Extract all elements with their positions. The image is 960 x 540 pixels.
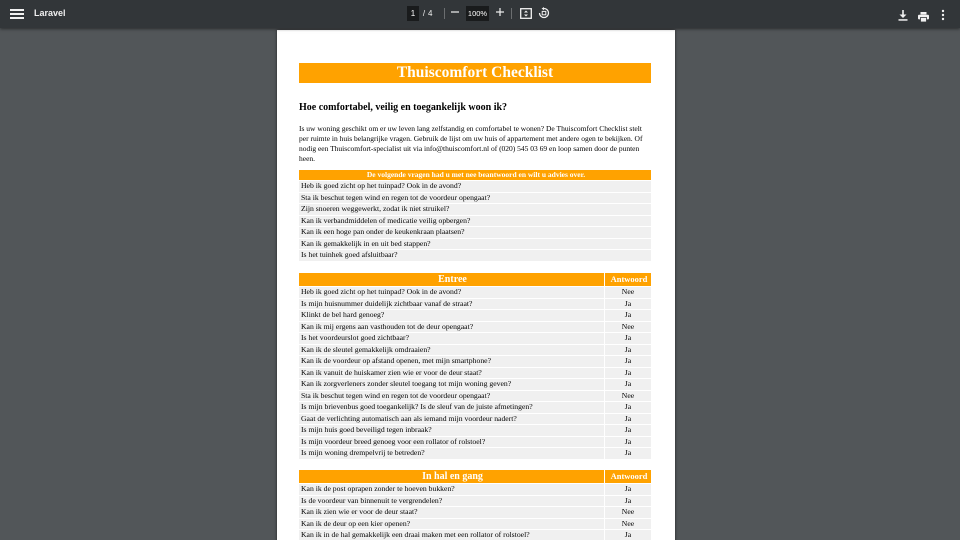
question-cell: Kan ik de voordeur op afstand openen, met mijn smartphone? (299, 356, 604, 367)
pdf-page (277, 30, 675, 540)
table-row (299, 216, 651, 227)
question-cell: Heb ik goed zicht op het tuinpad? Ook in de avond? (299, 181, 651, 192)
table-row (299, 356, 651, 367)
table-row (299, 333, 651, 344)
question-cell: Kan ik zorgverleners zonder sleutel toegang tot mijn woning geven? (299, 379, 604, 390)
page-separator: / (422, 9, 426, 18)
question-cell: Is het tuinhek goed afsluitbaar? (299, 250, 651, 261)
question-cell: Kan ik de sleutel gemakkelijk omdraaien? (299, 345, 604, 356)
table-row (299, 530, 651, 540)
page-controls (0, 6, 960, 22)
question-cell: Kan ik zien wie er voor de deur staat? (299, 507, 604, 518)
fit-page-icon[interactable] (520, 8, 532, 21)
answer-cell: Ja (604, 299, 651, 310)
answer-header: Antwoord (604, 470, 651, 483)
section-header-row (299, 273, 651, 286)
answer-cell: Ja (604, 402, 651, 413)
answer-cell: Ja (604, 333, 651, 344)
page-total: 4 (428, 9, 433, 18)
zoom-level-input[interactable]: 100% (466, 6, 489, 21)
answer-cell: Ja (604, 368, 651, 379)
pdf-toolbar (0, 0, 960, 28)
question-cell: Is het voordeurslot goed zichtbaar? (299, 333, 604, 344)
answer-cell: Ja (604, 414, 651, 425)
answer-cell: Nee (604, 322, 651, 333)
answer-cell: Ja (604, 484, 651, 495)
zoom-out-icon[interactable] (448, 6, 462, 21)
table-row (299, 227, 651, 238)
toolbar-divider (511, 8, 512, 19)
question-cell: Kan ik vanuit de huiskamer zien wie er voor de deur staat? (299, 368, 604, 379)
table-row (299, 368, 651, 379)
answer-cell: Ja (604, 345, 651, 356)
table-row (299, 204, 651, 215)
answer-cell: Ja (604, 379, 651, 390)
answer-cell: Nee (604, 519, 651, 530)
table-row (299, 379, 651, 390)
answer-cell: Nee (604, 507, 651, 518)
answer-cell: Ja (604, 448, 651, 459)
answer-cell: Ja (604, 425, 651, 436)
pdf-viewer[interactable] (0, 28, 960, 540)
question-cell: Is de voordeur van binnenuit te vergrendelen? (299, 496, 604, 507)
answer-cell: Ja (604, 496, 651, 507)
question-cell: Klinkt de bel hard genoeg? (299, 310, 604, 321)
question-cell: Is mijn voordeur breed genoeg voor een rollator of rolstoel? (299, 437, 604, 448)
table-row (299, 507, 651, 518)
table-row (299, 437, 651, 448)
question-cell: Kan ik in de hal gemakkelijk een draai maken met een rollator of rolstoel? (299, 530, 604, 540)
zoom-in-icon[interactable] (493, 6, 507, 21)
question-cell: Kan ik de post oprapen zonder te hoeven bukken? (299, 484, 604, 495)
section-header-row (299, 470, 651, 483)
answer-cell: Nee (604, 391, 651, 402)
question-cell: Kan ik verbandmiddelen of medicatie veilig opbergen? (299, 216, 651, 227)
question-cell: Heb ik goed zicht op het tuinpad? Ook in de avond? (299, 287, 604, 298)
answer-cell: Ja (604, 437, 651, 448)
question-cell: Sta ik beschut tegen wind en regen tot de voordeur opengaat? (299, 193, 651, 204)
page-number-input[interactable]: 1 (407, 6, 419, 21)
table-row (299, 287, 651, 298)
checklist-heading: Hoe comfortabel, veilig en toegankelijk woon ik? (299, 102, 508, 113)
answer-header: Antwoord (604, 273, 651, 286)
question-cell: Is mijn huisnummer duidelijk zichtbaar vanaf de straat? (299, 299, 604, 310)
summary-header: De volgende vragen had u met nee beantwoord en wilt u advies over. (299, 170, 651, 180)
question-cell: Is mijn woning drempelvrij te betreden? (299, 448, 604, 459)
entree-table (299, 272, 651, 460)
document-title: Laravel (34, 8, 66, 18)
section-title: Entree (299, 273, 604, 286)
question-cell: Kan ik mij ergens aan vasthouden tot de deur opengaat? (299, 322, 604, 333)
table-row (299, 484, 651, 495)
more-icon[interactable] (941, 8, 945, 26)
table-row (299, 425, 651, 436)
toolbar-divider (444, 8, 445, 19)
print-icon[interactable] (918, 9, 929, 27)
answer-cell: Ja (604, 310, 651, 321)
table-row (299, 239, 651, 250)
question-cell: Is mijn brievenbus goed toegankelijk? Is de sleuf van de juiste afmetingen? (299, 402, 604, 413)
download-icon[interactable] (898, 8, 908, 26)
summary-header-row (299, 170, 651, 180)
summary-table (299, 169, 651, 262)
table-row (299, 345, 651, 356)
checklist-title: Thuiscomfort Checklist (299, 63, 651, 83)
question-cell: Gaat de verlichting automatisch aan als iemand mijn voordeur nadert? (299, 414, 604, 425)
answer-cell: Ja (604, 356, 651, 367)
answer-cell: Nee (604, 287, 651, 298)
table-row (299, 193, 651, 204)
table-row (299, 519, 651, 530)
table-row (299, 250, 651, 261)
rotate-icon[interactable] (538, 7, 550, 21)
table-row (299, 391, 651, 402)
question-cell: Zijn snoeren weggewerkt, zodat ik niet struikel? (299, 204, 651, 215)
question-cell: Sta ik beschut tegen wind en regen tot de voordeur opengaat? (299, 391, 604, 402)
answer-cell: Ja (604, 530, 651, 540)
table-row (299, 402, 651, 413)
table-row (299, 448, 651, 459)
table-row (299, 322, 651, 333)
hal-gang-table (299, 469, 651, 540)
table-row (299, 496, 651, 507)
table-row (299, 414, 651, 425)
question-cell: Kan ik de deur op een kier openen? (299, 519, 604, 530)
table-row (299, 181, 651, 192)
question-cell: Is mijn huis goed beveiligd tegen inbraak? (299, 425, 604, 436)
question-cell: Kan ik gemakkelijk in en uit bed stappen? (299, 239, 651, 250)
table-row (299, 299, 651, 310)
checklist-intro: Is uw woning geschikt om er uw leven lang zelfstandig en comfortabel te wonen? De Thuiscomfort Checklist stelt per ruimte in huis belangrijke vragen. Gebruik de lijst om uw huis of appartement met andere ogen te bekijken. Of nodig een Thuiscomfort-specialist uit via info@thuiscomfort.nl of (020) 545 03 69 en loop samen door de punten heen. (299, 124, 643, 163)
table-row (299, 310, 651, 321)
section-title: In hal en gang (299, 470, 604, 483)
question-cell: Kan ik een hoge pan onder de keukenkraan plaatsen? (299, 227, 651, 238)
